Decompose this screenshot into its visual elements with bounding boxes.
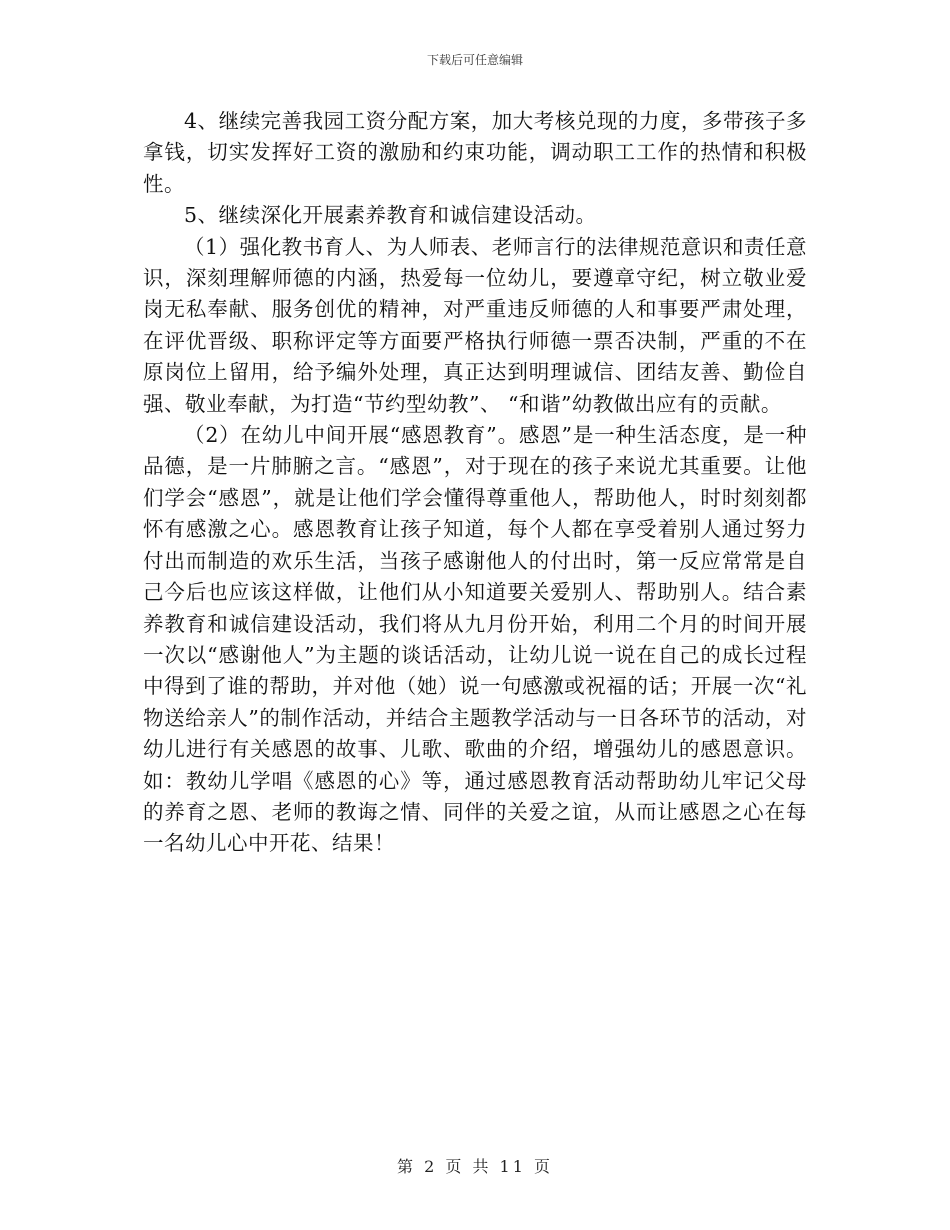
document-body bbox=[143, 106, 807, 860]
page-number: 第 2 页 共 11 页 bbox=[397, 1157, 553, 1176]
paragraph-integrity-activities: 5、继续深化开展素养教育和诚信建设活动。 bbox=[184, 203, 597, 228]
page-header-note: 下载后可任意编辑 bbox=[426, 53, 523, 67]
paragraph-gratitude-education: （2）在幼儿中间开展“感恩教育”。感恩”是一种生活态度，是一种品德，是一片肺腑之言。“感恩”，对于现在的孩子来说尤其重要。让他们学会“感恩”，就是让他们学会懂得尊重他人，帮助他人，时时刻刻都怀有感激之心。感恩教育让孩子知道，每个人都在享受着别人通过努力付出而制造的欢乐生活，当孩子感谢他人的付出时，第一反应常常是自己今后也应该这样做，让他们从小知道要关爱别人、帮助别人。结合素养教育和诚信建设活动，我们将从九月份开始，利用二个月的时间开展一次以“感谢他人”为主题的谈话活动，让幼儿说一说在自己的成长过程中得到了谁的帮助，并对他（她）说一句感激或祝福的话；开展一次“礼物送给亲人”的制作活动，并结合主题教学活动与一日各环节的活动，对幼儿进行有关感恩的故事、儿歌、歌曲的介绍，增强幼儿的感恩意识。如：教幼儿学唱《感恩的心》等，通过感恩教育活动帮助幼儿牢记父母的养育之恩、老师的教诲之情、同伴的关爱之谊，从而让感恩之心在每一名幼儿心中开花、结果！ bbox=[143, 423, 807, 856]
paragraph-teacher-ethics: （1）强化教书育人、为人师表、老师言行的法律规范意识和责任意识，深刻理解师德的内涵，热爱每一位幼儿，要遵章守纪，树立敬业爱岗无私奉献、服务创优的精神，对严重违反师德的人和事要严肃处理，在评优晋级、职称评定等方面要严格执行师德一票否决制，严重的不在原岗位上留用，给予编外处理，真正达到明理诚信、团结友善、勤俭自强、敬业奉献，为打造“节约型幼教”、 “和谐”幼教做出应有的贡献。 bbox=[143, 234, 807, 416]
paragraph-salary-plan: 4、继续完善我园工资分配方案，加大考核兑现的力度，多带孩子多拿钱，切实发挥好工资的激励和约束功能，调动职工工作的热情和积极性。 bbox=[143, 109, 807, 196]
